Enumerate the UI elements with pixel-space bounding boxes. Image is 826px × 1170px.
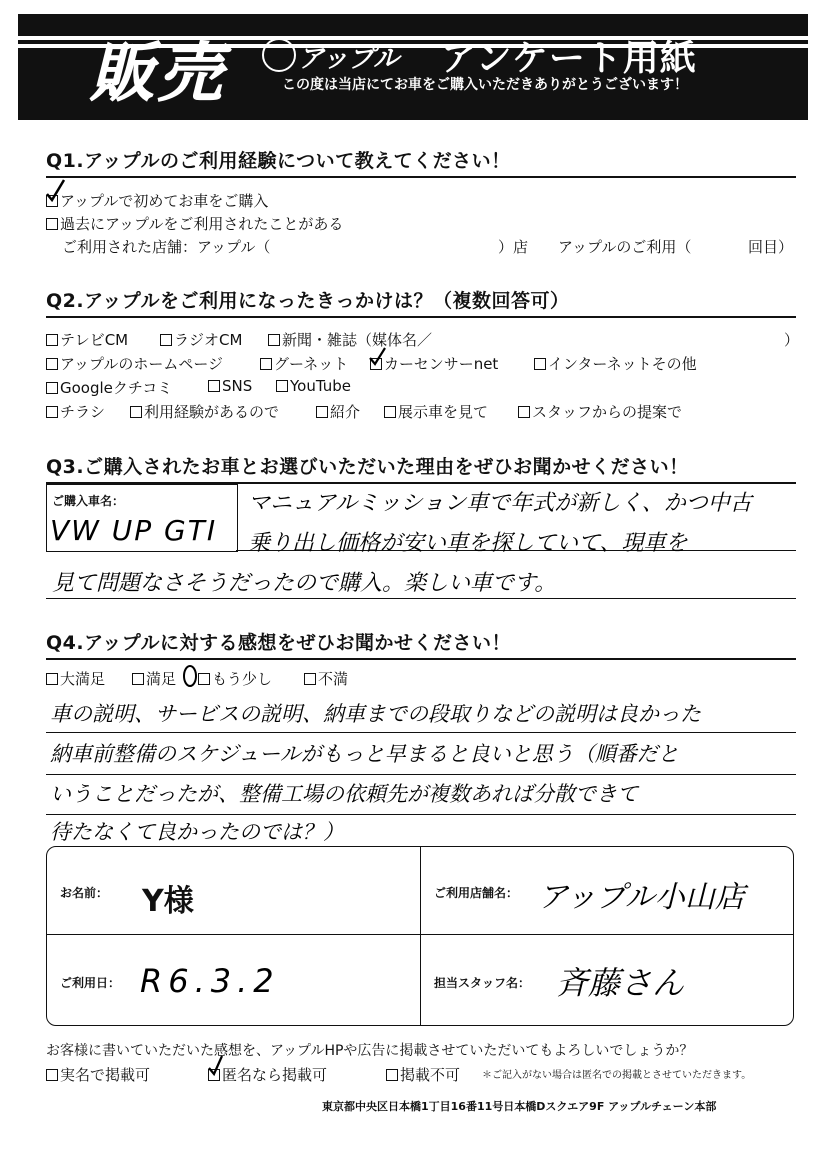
- q3-car-name[interactable]: VW UP GTI: [50, 514, 218, 547]
- checkbox[interactable]: [46, 1069, 58, 1081]
- checkbox[interactable]: [268, 334, 280, 346]
- staff-label: 担当スタッフ名：: [434, 976, 531, 990]
- q2-heading: Q2.アップルをご利用になったきっかけは？（複数回答可）: [46, 290, 570, 312]
- checkbox[interactable]: [132, 673, 144, 685]
- checkbox[interactable]: [46, 406, 58, 418]
- q4-option-very-satisfied[interactable]: 大満足: [46, 668, 105, 689]
- q2-option-carsensor[interactable]: カーセンサーnet: [370, 353, 498, 374]
- q2-option-internet-other[interactable]: インターネットその他: [534, 353, 697, 374]
- q4-answer-rule: [46, 732, 796, 733]
- q4-option-satisfied[interactable]: 満足: [132, 668, 176, 689]
- q3-answer-line-2[interactable]: 乗り出し価格が安い車を探していて、現車を: [248, 531, 688, 556]
- q1-store-suffix: ）店: [498, 238, 529, 256]
- q2-option-google[interactable]: Googleクチコミ: [46, 377, 172, 398]
- q2-row1-close: ）: [784, 331, 800, 349]
- q1-option-returning[interactable]: 過去にアップルをご利用されたことがある: [46, 213, 343, 234]
- q2-option-experience[interactable]: 利用経験があるので: [130, 401, 279, 422]
- checkbox[interactable]: [304, 673, 316, 685]
- check-mark-icon: [368, 346, 388, 366]
- q2-option-radio[interactable]: ラジオCM: [160, 329, 242, 350]
- q2-option-referral[interactable]: 紹介: [316, 401, 360, 422]
- date-value[interactable]: R6.3.2: [140, 962, 280, 1000]
- store-label: ご利用店舗名：: [434, 886, 519, 900]
- q3-car-label: ご購入車名：: [52, 494, 125, 508]
- circle-mark-icon: [180, 664, 200, 688]
- checkbox[interactable]: [46, 358, 58, 370]
- checkbox[interactable]: [534, 358, 546, 370]
- q4-option-dissatisfied[interactable]: 不満: [304, 668, 348, 689]
- q4-rule: [46, 658, 796, 660]
- checkbox[interactable]: [160, 334, 172, 346]
- header-subtitle: この度は当店にてお車をご購入いただきありがとうございます！: [282, 77, 688, 93]
- consent-option-anonymous[interactable]: 匿名なら掲載可: [208, 1064, 327, 1085]
- store-value[interactable]: アップル小山店: [538, 880, 745, 915]
- q2-option-sns[interactable]: SNS: [208, 377, 252, 395]
- q1-option-first-time[interactable]: アップルで初めてお車をご購入: [46, 190, 268, 211]
- checkbox[interactable]: [316, 406, 328, 418]
- q2-option-homepage[interactable]: アップルのホームページ: [46, 353, 223, 374]
- q4-answer-line-1[interactable]: 車の説明、サービスの説明、納車までの段取りなどの説明は良かった: [50, 702, 701, 726]
- q3-answer-rule: [46, 598, 796, 599]
- checkbox[interactable]: [260, 358, 272, 370]
- q3-answer-line-3[interactable]: 見て問題なさそうだったので購入。楽しい車です。: [52, 571, 557, 596]
- staff-value[interactable]: 斉藤さん: [556, 964, 685, 1002]
- consent-note: ＊ご記入がない場合は匿名での掲載とさせていただきます。: [482, 1070, 752, 1081]
- q4-answer-line-2[interactable]: 納車前整備のスケジュールがもっと早まると良いと思う（順番だと: [50, 742, 679, 766]
- q2-option-newspaper[interactable]: 新聞・雑誌（媒体名／: [268, 329, 432, 350]
- q4-heading: Q4.アップルに対する感想をぜひお聞かせください！: [46, 632, 512, 654]
- check-mark-icon: [206, 1054, 226, 1078]
- consent-option-no[interactable]: 掲載不可: [386, 1064, 460, 1085]
- consent-question: お客様に書いていただいた感想を、アップルHPや広告に掲載させていただいてもよろしいでしょうか？: [46, 1043, 694, 1059]
- date-label: ご利用日：: [60, 976, 121, 990]
- checkbox[interactable]: [130, 406, 142, 418]
- header-title: アンケート用紙: [440, 38, 697, 79]
- q2-option-youtube[interactable]: YouTube: [276, 377, 351, 395]
- info-divider: [420, 846, 421, 1026]
- checkbox[interactable]: [46, 382, 58, 394]
- q1-heading: Q1.アップルのご利用経験について教えてください！: [46, 150, 511, 172]
- checkbox[interactable]: [46, 218, 58, 230]
- q2-option-goonet[interactable]: グーネット: [260, 353, 348, 374]
- checkbox[interactable]: [208, 380, 220, 392]
- q1-times-prefix: アップルのご利用（: [558, 238, 692, 256]
- footer-address: 東京都中央区日本橋1丁目16番11号日本橋Dスクエア9F アップルチェーン本部: [322, 1100, 717, 1113]
- checkbox[interactable]: [386, 1069, 398, 1081]
- q2-rule: [46, 316, 796, 318]
- q2-option-tv[interactable]: テレビCM: [46, 329, 128, 350]
- check-mark-icon: [44, 178, 68, 202]
- q2-option-staff[interactable]: スタッフからの提案で: [518, 401, 682, 422]
- name-label: お名前：: [60, 886, 109, 900]
- header-logo-text: アップル: [298, 44, 400, 74]
- checkbox[interactable]: [384, 406, 396, 418]
- info-divider: [46, 934, 794, 935]
- q3-answer-line-1[interactable]: マニュアルミッション車で年式が新しく、かつ中古: [248, 491, 752, 516]
- q4-option-so-so[interactable]: もう少し: [198, 668, 272, 689]
- checkbox[interactable]: [518, 406, 530, 418]
- q4-answer-line-3[interactable]: いうことだったが、整備工場の依頼先が複数あれば分散できて: [50, 782, 638, 806]
- checkbox[interactable]: [198, 673, 210, 685]
- q3-heading: Q3.ご購入されたお車とお選びいただいた理由をぜひお聞かせください！: [46, 456, 689, 478]
- q1-times-suffix: 回目）: [748, 238, 794, 256]
- checkbox[interactable]: [46, 673, 58, 685]
- q4-answer-line-4[interactable]: 待たなくて良かったのでは？）: [50, 820, 344, 844]
- q4-answer-rule: [46, 774, 796, 775]
- q1-store-prefix: ご利用された店舗：アップル（: [62, 238, 271, 256]
- q1-rule: [46, 176, 796, 178]
- q4-answer-rule: [46, 814, 796, 815]
- name-value[interactable]: Y様: [142, 884, 194, 919]
- apple-logo-icon: [262, 38, 296, 72]
- q2-option-showroom[interactable]: 展示車を見て: [384, 401, 488, 422]
- q2-option-flyer[interactable]: チラシ: [46, 401, 105, 422]
- checkbox[interactable]: [276, 380, 288, 392]
- header-title-big: 販売: [90, 37, 226, 111]
- consent-option-real-name[interactable]: 実名で掲載可: [46, 1064, 150, 1085]
- checkbox[interactable]: [46, 334, 58, 346]
